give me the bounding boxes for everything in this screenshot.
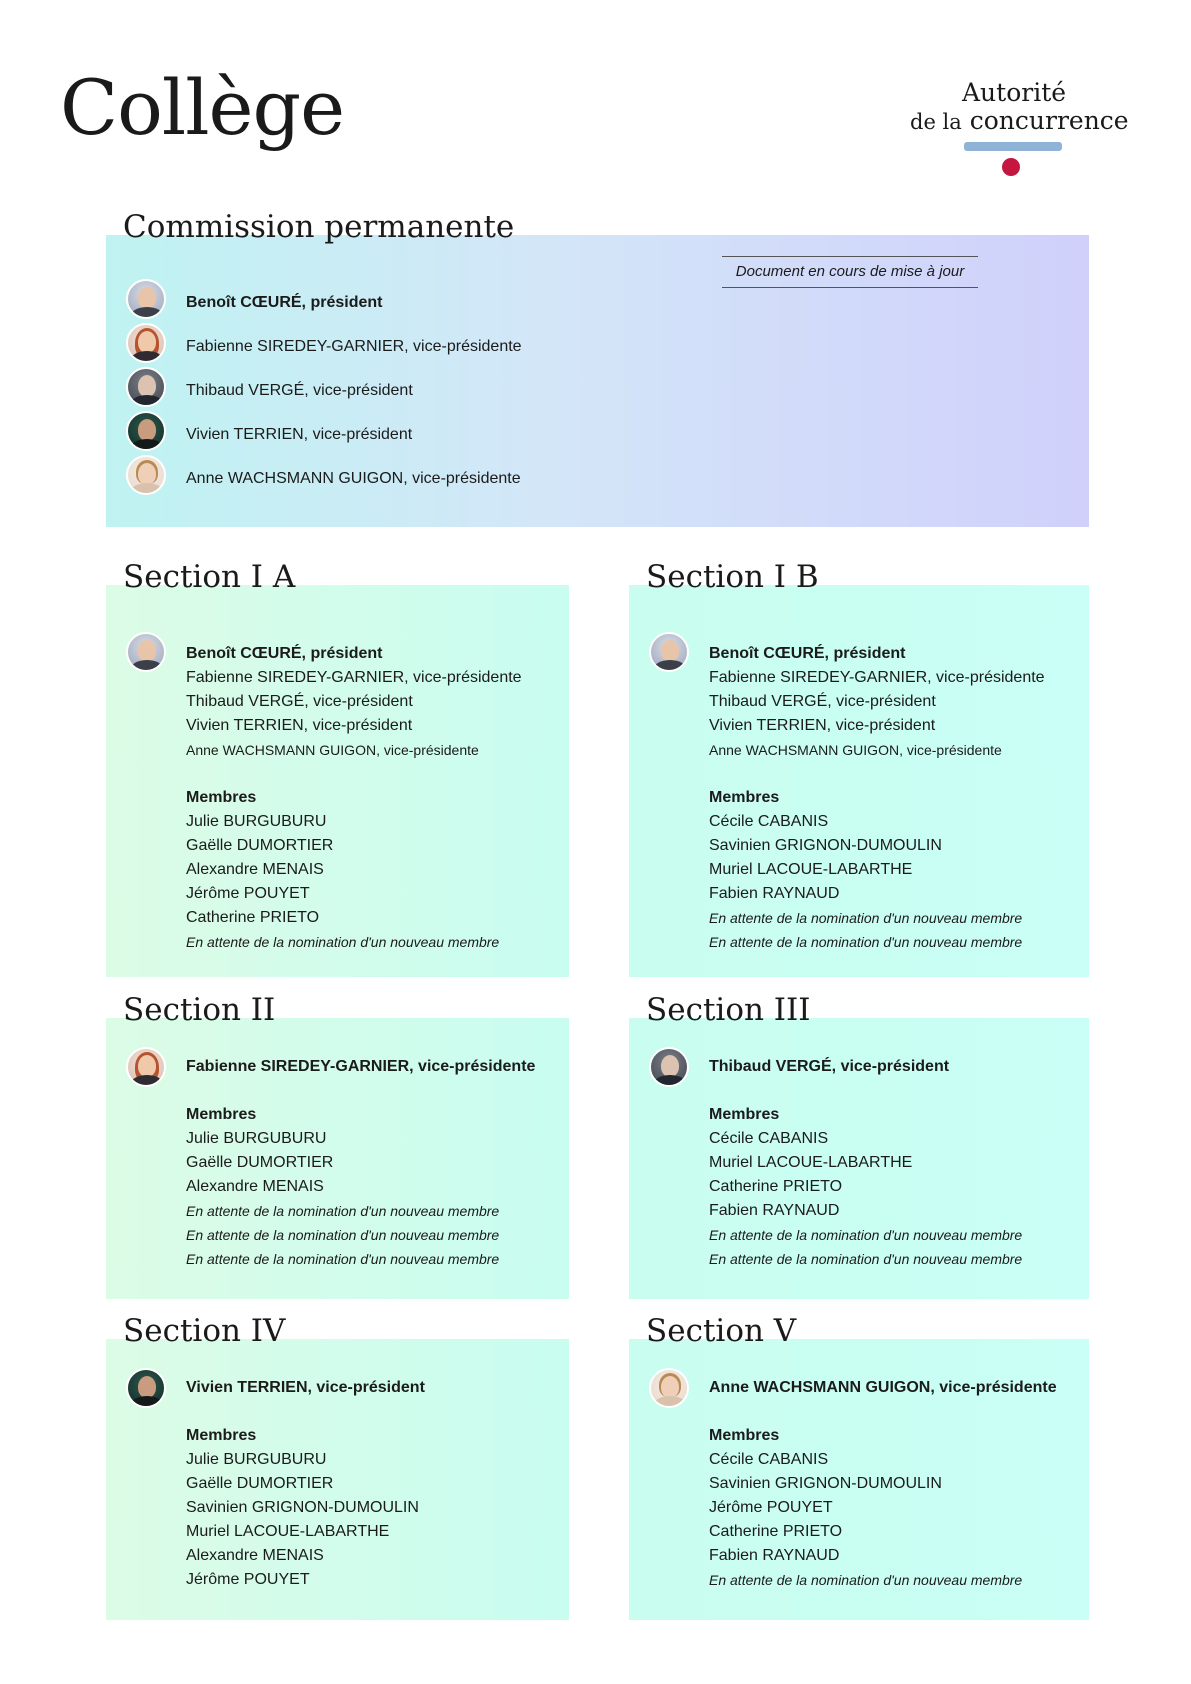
logo-text-concurrence <box>910 106 1129 135</box>
section-member: Gaëlle DUMORTIER <box>186 1154 334 1171</box>
autorite-logo <box>900 78 1130 188</box>
section-member: Cécile CABANIS <box>709 1451 829 1468</box>
commission-member: Benoît CŒURÉ, président <box>186 294 383 311</box>
avatar-wachsmann-guigon <box>649 1368 689 1408</box>
section-i-b-panel <box>629 559 1089 977</box>
section-leader: Thibaud VERGÉ, vice-président <box>186 693 413 710</box>
section-leader: Anne WACHSMANN GUIGON, vice-présidente <box>186 742 479 758</box>
section-member: Gaëlle DUMORTIER <box>186 837 334 854</box>
section-member: Catherine PRIETO <box>186 909 320 926</box>
section-member: Savinien GRIGNON-DUMOULIN <box>709 837 942 854</box>
vacancy-note: En attente de la nomination d'un nouveau membre <box>709 934 1023 950</box>
section-member: Cécile CABANIS <box>709 813 829 830</box>
section-member: Savinien GRIGNON-DUMOULIN <box>709 1475 942 1492</box>
section-member: Muriel LACOUE-LABARTHE <box>709 861 913 878</box>
vacancy-note: En attente de la nomination d'un nouveau membre <box>186 1227 500 1243</box>
section-member: Gaëlle DUMORTIER <box>186 1475 334 1492</box>
section-member: Jérôme POUYET <box>186 885 310 902</box>
section-member: Catherine PRIETO <box>709 1178 843 1195</box>
section-leader: Anne WACHSMANN GUIGON, vice-présidente <box>709 1379 1057 1396</box>
section-leader: Vivien TERRIEN, vice-président <box>709 717 936 734</box>
commission-title: Commission permanente <box>123 209 515 245</box>
vacancy-note: En attente de la nomination d'un nouveau membre <box>709 1251 1023 1267</box>
commission-member: Anne WACHSMANN GUIGON, vice-présidente <box>186 470 521 487</box>
section-leader: Fabienne SIREDEY-GARNIER, vice-présidente <box>186 1058 536 1075</box>
section-leader: Fabienne SIREDEY-GARNIER, vice-présidente <box>709 669 1045 686</box>
avatar-terrien <box>126 1368 166 1408</box>
commission-member: Vivien TERRIEN, vice-président <box>186 426 413 443</box>
members-heading: Membres <box>709 1106 780 1123</box>
avatar-terrien <box>126 411 166 451</box>
section-member: Muriel LACOUE-LABARTHE <box>186 1523 390 1540</box>
avatar-coeure <box>649 632 689 672</box>
section-member: Julie BURGUBURU <box>186 1451 327 1468</box>
section-leader: Thibaud VERGÉ, vice-président <box>709 1058 950 1075</box>
commission-member: Thibaud VERGÉ, vice-président <box>186 382 413 399</box>
avatar-verge <box>126 367 166 407</box>
section-member: Savinien GRIGNON-DUMOULIN <box>186 1499 419 1516</box>
section-iii-panel <box>629 992 1089 1299</box>
section-i-a-panel <box>106 559 569 977</box>
section-leader: Vivien TERRIEN, vice-président <box>186 1379 425 1396</box>
section-v-panel <box>629 1313 1089 1620</box>
members-heading: Membres <box>186 1106 257 1123</box>
section-leader: Vivien TERRIEN, vice-président <box>186 717 413 734</box>
members-heading: Membres <box>186 1427 257 1444</box>
section-member: Cécile CABANIS <box>709 1130 829 1147</box>
section-member: Jérôme POUYET <box>186 1571 310 1588</box>
logo-text-prefix: de la <box>910 110 962 134</box>
section-member: Fabien RAYNAUD <box>709 885 840 902</box>
logo-dot <box>1002 158 1020 176</box>
logo-bar <box>964 142 1062 151</box>
section-leader: Anne WACHSMANN GUIGON, vice-présidente <box>709 742 1002 758</box>
avatar-verge <box>649 1047 689 1087</box>
vacancy-note: En attente de la nomination d'un nouveau membre <box>186 934 500 950</box>
section-member: Alexandre MENAIS <box>186 1178 324 1195</box>
avatar-siredey-garnier <box>126 1047 166 1087</box>
members-heading: Membres <box>709 789 780 806</box>
section-ii-panel <box>106 992 569 1299</box>
page-title: Collège <box>60 63 345 152</box>
section-member: Muriel LACOUE-LABARTHE <box>709 1154 913 1171</box>
section-title: Section V <box>646 1313 797 1349</box>
section-iv-panel <box>106 1313 569 1620</box>
section-member: Jérôme POUYET <box>709 1499 833 1516</box>
section-title: Section I B <box>646 559 819 595</box>
section-member: Alexandre MENAIS <box>186 861 324 878</box>
commission-panel <box>106 209 1089 527</box>
section-leader: Thibaud VERGÉ, vice-président <box>709 693 936 710</box>
members-heading: Membres <box>709 1427 780 1444</box>
section-member: Fabien RAYNAUD <box>709 1547 840 1564</box>
section-member: Catherine PRIETO <box>709 1523 843 1540</box>
vacancy-note: En attente de la nomination d'un nouveau membre <box>709 1572 1023 1588</box>
vacancy-note: En attente de la nomination d'un nouveau membre <box>709 1227 1023 1243</box>
avatar-wachsmann-guigon <box>126 455 166 495</box>
section-title: Section I A <box>123 559 296 595</box>
vacancy-note: En attente de la nomination d'un nouveau membre <box>709 910 1023 926</box>
section-leader: Benoît CŒURÉ, président <box>186 645 383 662</box>
members-heading: Membres <box>186 789 257 806</box>
avatar-coeure <box>126 632 166 672</box>
section-member: Alexandre MENAIS <box>186 1547 324 1564</box>
section-member: Fabien RAYNAUD <box>709 1202 840 1219</box>
avatar-coeure <box>126 279 166 319</box>
section-leader: Fabienne SIREDEY-GARNIER, vice-présidente <box>186 669 522 686</box>
section-member: Julie BURGUBURU <box>186 813 327 830</box>
section-title: Section III <box>646 992 811 1028</box>
section-leader: Benoît CŒURÉ, président <box>709 645 906 662</box>
commission-member: Fabienne SIREDEY-GARNIER, vice-présidente <box>186 338 522 355</box>
vacancy-note: En attente de la nomination d'un nouveau membre <box>186 1203 500 1219</box>
avatar-siredey-garnier <box>126 323 166 363</box>
section-member: Julie BURGUBURU <box>186 1130 327 1147</box>
update-notice: Document en cours de mise à jour <box>722 256 978 288</box>
vacancy-note: En attente de la nomination d'un nouveau membre <box>186 1251 500 1267</box>
section-title: Section II <box>123 992 276 1028</box>
section-title: Section IV <box>123 1313 286 1349</box>
logo-text-main: concurrence <box>969 106 1129 135</box>
logo-text-autorite: Autorité <box>962 78 1067 107</box>
